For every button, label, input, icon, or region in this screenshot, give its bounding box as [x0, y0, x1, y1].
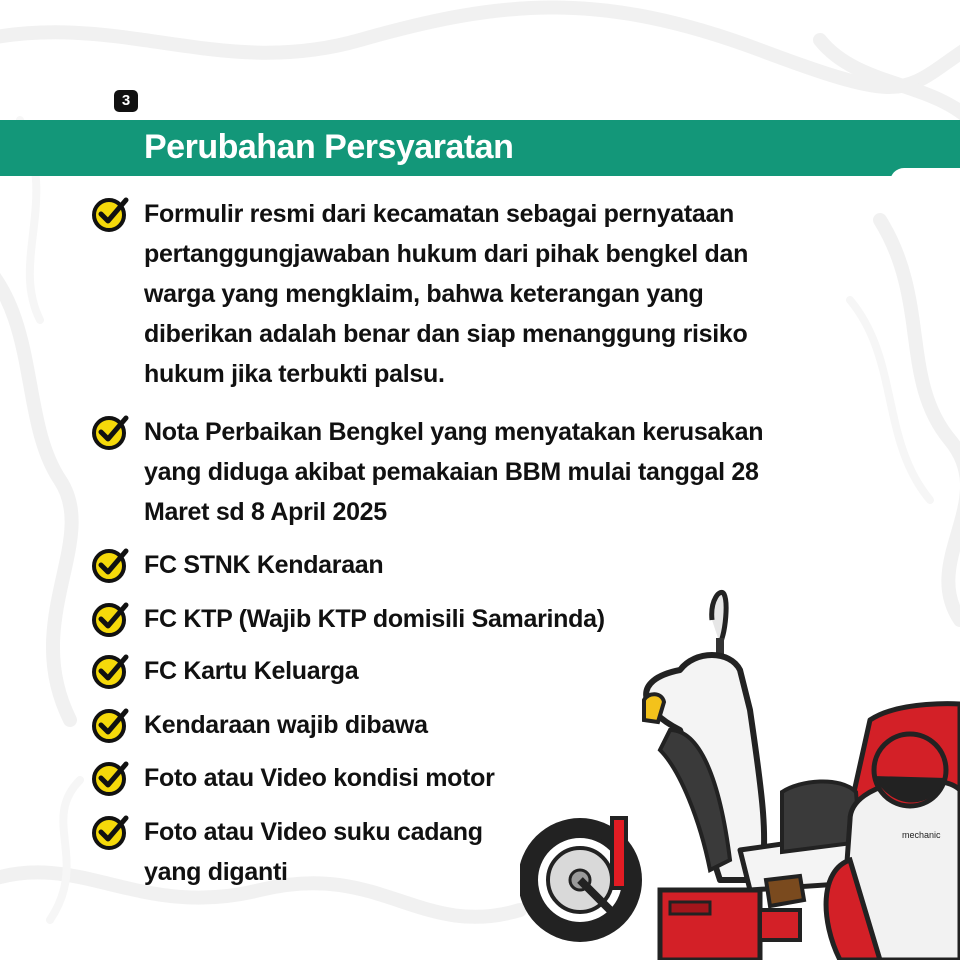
- checkmark-icon: [90, 812, 130, 852]
- checkmark-icon: [90, 651, 130, 691]
- checkmark-icon: [90, 705, 130, 745]
- checkmark-icon: [90, 545, 130, 585]
- requirement-text: Formulir resmi dari kecamatan sebagai pernyataan pertanggungjawaban hukum dari pihak bengkel dan warga yang mengklaim, bahwa keterangan yang diberikan adalah benar dan siap menanggung risiko hukum jika terbukti palsu.: [144, 200, 749, 388]
- requirement-text: Foto atau Video suku cadang yang diganti: [144, 818, 483, 886]
- requirement-text: FC STNK Kendaraan: [144, 551, 384, 579]
- requirement-text: Foto atau Video kondisi motor: [144, 764, 495, 792]
- checkmark-icon: [90, 412, 130, 452]
- checkmark-icon: [90, 758, 130, 798]
- checkmark-icon: [90, 194, 130, 234]
- mechanic-figure-icon: [826, 734, 960, 960]
- requirement-text: FC Kartu Keluarga: [144, 657, 359, 685]
- step-number-badge: 3: [114, 90, 138, 112]
- scooter-mechanic-illustration: [520, 580, 960, 960]
- checkmark-icon: [90, 599, 130, 639]
- mechanic-label: mechanic: [902, 830, 941, 840]
- page-title: Perubahan Persyaratan: [144, 128, 514, 166]
- requirement-text: Kendaraan wajib dibawa: [144, 711, 428, 739]
- requirement-text: FC KTP (Wajib KTP domisili Samarinda): [144, 605, 605, 633]
- requirement-text: Nota Perbaikan Bengkel yang menyatakan kerusakan yang diduga akibat pemakaian BBM mulai tanggal 28 Maret sd 8 April 2025: [144, 418, 764, 526]
